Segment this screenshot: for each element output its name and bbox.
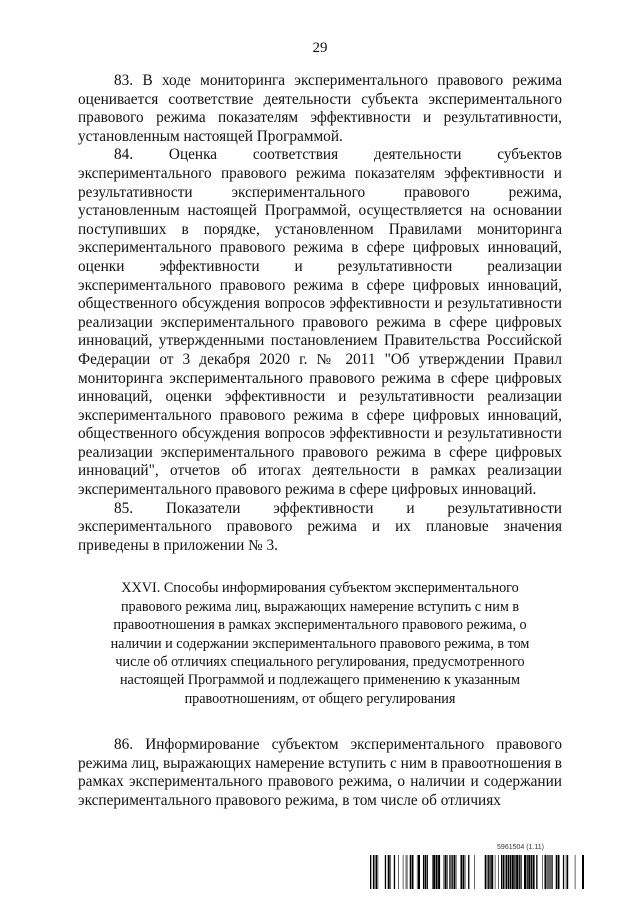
- barcode-label: 5961504 (1.11): [497, 844, 544, 851]
- paragraph-86: 86. Информирование субъектом экспериментального правового режима лиц, выражающих намерение вступить с ним в правоотношения в рамках экспериментального правового режима, о наличии и содержании экспериментального правового режима, в том числе об отличиях: [78, 736, 562, 810]
- barcode-graphic: [370, 855, 584, 889]
- document-barcode: [370, 844, 584, 890]
- paragraph-83: 83. В ходе мониторинга экспериментального правового режима оценивается соответствие деятельности субъекта экспериментального правового режима показателям эффективности и результативности, установленным настоящей Программой.: [78, 72, 562, 145]
- document-body: [78, 72, 562, 811]
- paragraph-85: 85. Показатели эффективности и результативности экспериментального правового режима и их плановые значения приведены в приложении № 3.: [78, 499, 562, 554]
- page-number: 29: [312, 40, 328, 56]
- section-heading: XXVI. Способы информирования субъектом экспериментального правового режима лиц, выражающих намерение вступить с ним в правоотношения в рамках экспериментального правового режима, о наличии и содержании экспериментального правового режима, в том числе об отличиях специального регулирования, предусмотренного настоящей Программой и подлежащего применению к указанным правоотношениям, от общего регулирования: [110, 580, 530, 707]
- paragraph-84: 84. Оценка соответствия деятельности субъектов экспериментального правового режима показателям эффективности и результативности экспериментального правового режима, установленным настоящей Программой, осуществляется на основании поступивших в порядке, установленном Правилами мониторинга экспериментального правового режима в сфере цифровых инноваций, оценки эффективности и результативности реализации экспериментального правового режима в сфере цифровых инноваций, общественного обсуждения вопросов эффективности и результативности реализации экспериментального правового режима в сфере цифровых инноваций, утвержденными постановлением Правительства Российской Федерации от 3 декабря 2020 г. № 2011 "Об утверждении Правил мониторинга экспериментального правового режима в сфере цифровых инноваций, оценки эффективности и результативности реализации экспериментального правового режима в сфере цифровых инноваций, общественного обсуждения вопросов эффективности и результативности реализации экспериментального правового режима в сфере цифровых инноваций", отчетов об итогах деятельности в рамках реализации экспериментального правового режима в сфере цифровых инноваций.: [78, 146, 562, 499]
